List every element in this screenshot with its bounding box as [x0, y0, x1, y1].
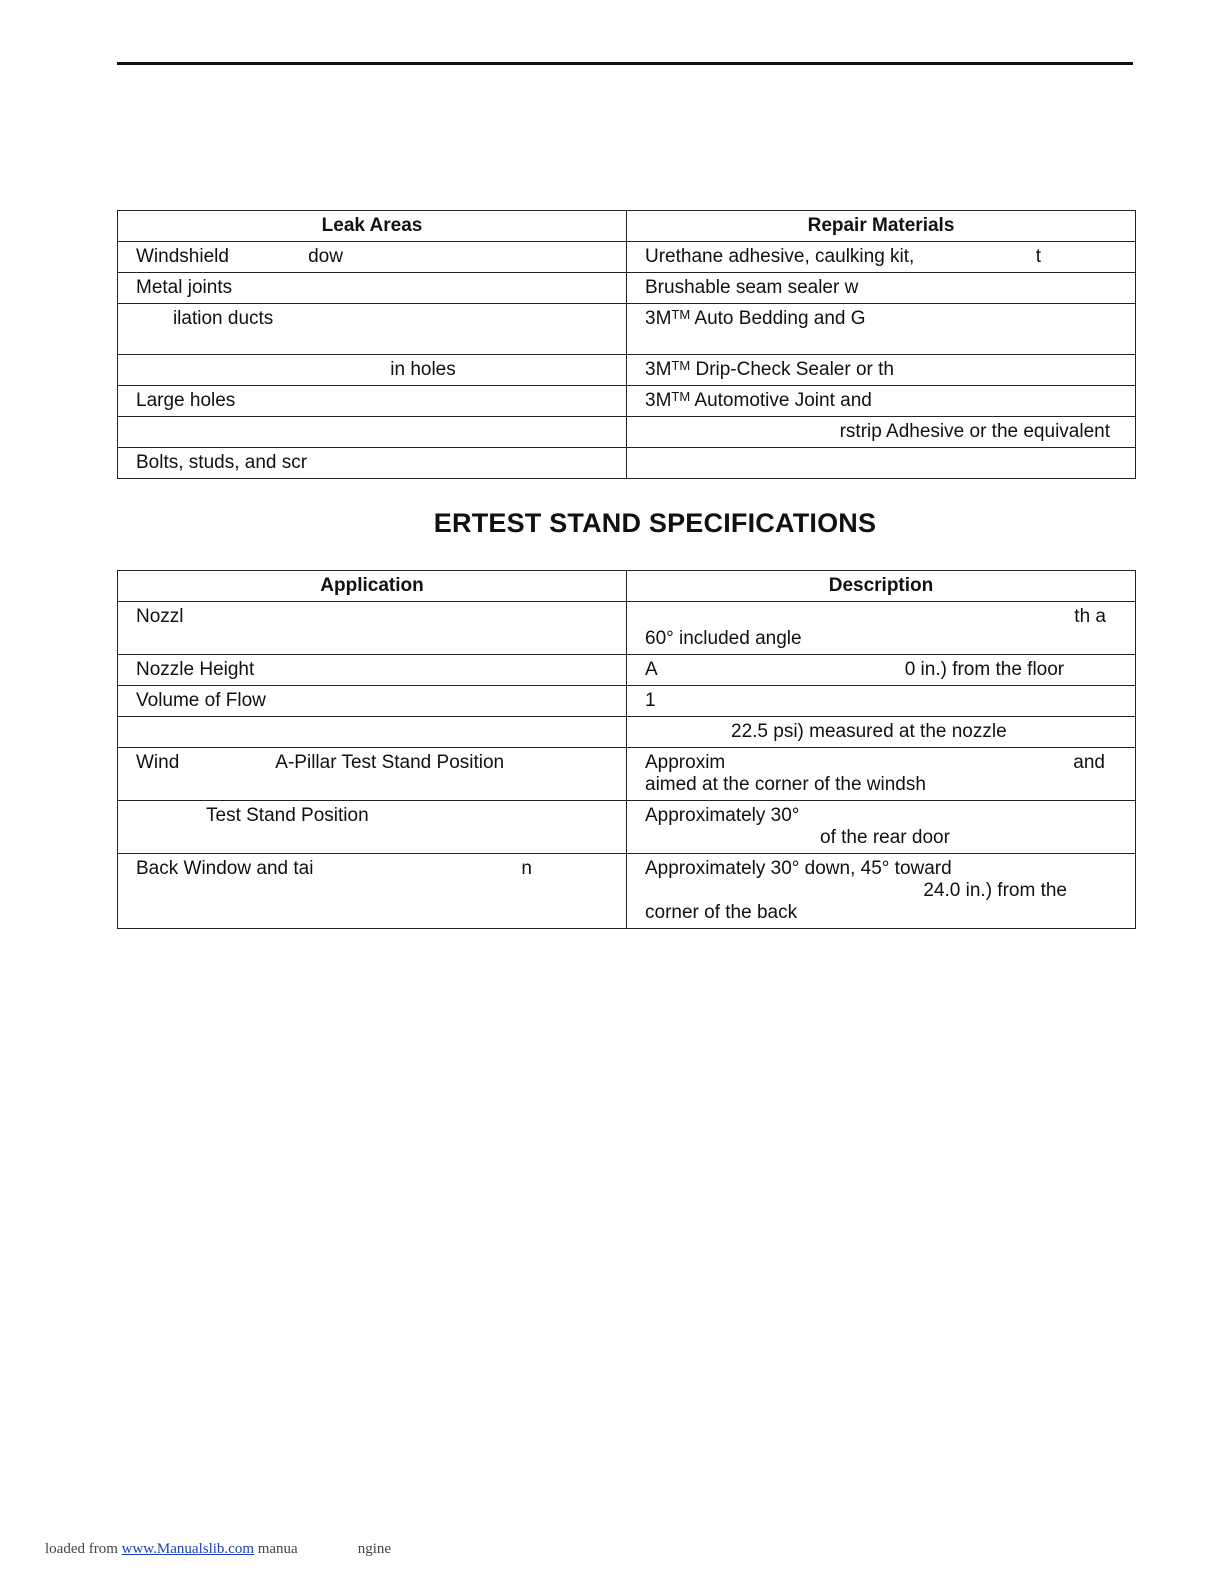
application-text: A-Pillar Test Stand Position	[275, 752, 505, 773]
footer-mid: manua	[253, 1541, 298, 1557]
leak-area-cell: Large holes	[118, 386, 627, 417]
description-cell	[627, 748, 1136, 801]
manualslib-link[interactable]: www.Manualslib.com	[121, 1541, 254, 1557]
column-header-repair-materials: Repair Materials	[627, 211, 1136, 242]
table-header-row	[118, 571, 1136, 602]
repair-material-cell	[627, 355, 1136, 386]
column-header-leak-areas: Leak Areas	[118, 211, 627, 242]
description-line	[645, 752, 1117, 774]
application-cell	[118, 748, 627, 801]
description-cell	[627, 801, 1136, 854]
test-stand-spec-table	[117, 570, 1136, 929]
footer-suffix: ngine	[357, 1541, 392, 1557]
description-line: corner of the back	[645, 902, 798, 923]
footer-prefix: loaded from	[45, 1541, 122, 1557]
table-row	[118, 242, 1136, 273]
description-cell	[627, 854, 1136, 929]
description-text: A	[645, 659, 658, 680]
table-row	[118, 355, 1136, 386]
application-cell: Volume of Flow	[118, 686, 627, 717]
leak-area-cell: Metal joints	[118, 273, 627, 304]
application-text: Back Window and tai	[136, 858, 314, 879]
repair-material-cell	[627, 304, 1136, 355]
application-cell	[118, 717, 627, 748]
repair-material-cell: Urethane adhesive, caulking kit, t	[627, 242, 1136, 273]
table-row	[118, 748, 1136, 801]
table-row	[118, 717, 1136, 748]
description-line: of the rear door	[820, 827, 950, 848]
trademark-superscript: TM	[671, 307, 691, 322]
table-row	[118, 854, 1136, 929]
description-line: 24.0 in.) from the	[923, 880, 1067, 901]
column-header-application: Application	[118, 571, 627, 602]
table-row	[118, 417, 1136, 448]
leak-area-cell: in holes	[118, 355, 627, 386]
leak-area-cell	[118, 417, 627, 448]
leak-area-cell: ilation ducts	[118, 304, 627, 355]
leak-area-cell: Bolts, studs, and scr	[118, 448, 627, 479]
trademark-prefix: 3M	[645, 390, 672, 411]
application-cell: Test Stand Position	[118, 801, 627, 854]
trademark-prefix: 3M	[645, 359, 672, 380]
description-line: 60° included angle	[645, 628, 802, 649]
repair-material-text: Auto Bedding and G	[690, 308, 866, 329]
description-text: Approxim	[645, 752, 726, 773]
description-line: Approximately 30°	[645, 805, 800, 826]
description-cell: 1	[627, 686, 1136, 717]
repair-material-cell	[627, 448, 1136, 479]
leak-area-cell: Windshield dow	[118, 242, 627, 273]
footer-watermark	[45, 1541, 391, 1558]
application-text: n	[521, 858, 532, 879]
trademark-prefix: 3M	[645, 308, 672, 329]
application-cell: Nozzle Height	[118, 655, 627, 686]
application-text: Wind	[136, 752, 180, 773]
repair-material-text: Drip-Check Sealer or th	[690, 359, 894, 380]
repair-material-cell	[627, 386, 1136, 417]
repair-material-text: Automotive Joint and	[690, 390, 872, 411]
description-cell	[627, 655, 1136, 686]
description-cell: 22.5 psi) measured at the nozzle	[627, 717, 1136, 748]
repair-material-cell: Brushable seam sealer w	[627, 273, 1136, 304]
table-row	[118, 386, 1136, 417]
trademark-superscript: TM	[671, 389, 691, 404]
trademark-superscript: TM	[671, 358, 691, 373]
table-row	[118, 602, 1136, 655]
description-line: aimed at the corner of the windsh	[645, 774, 926, 795]
leak-areas-table	[117, 210, 1136, 479]
table-row	[118, 801, 1136, 854]
description-text: and	[1073, 752, 1105, 773]
table-row	[118, 686, 1136, 717]
table-row	[118, 273, 1136, 304]
table-row	[118, 655, 1136, 686]
table-row	[118, 304, 1136, 355]
application-cell: Nozzl	[118, 602, 627, 655]
description-text: 0 in.) from the floor	[904, 659, 1065, 680]
description-line: Approximately 30° down, 45° toward	[645, 858, 952, 879]
repair-material-cell: rstrip Adhesive or the equivalent	[627, 417, 1136, 448]
section-title: ERTEST STAND SPECIFICATIONS	[433, 508, 877, 538]
description-cell	[627, 602, 1136, 655]
description-line: th a	[1074, 606, 1106, 627]
table-header-row	[118, 211, 1136, 242]
application-cell	[118, 854, 627, 929]
column-header-description: Description	[627, 571, 1136, 602]
top-rule	[117, 62, 1133, 65]
table-row	[118, 448, 1136, 479]
